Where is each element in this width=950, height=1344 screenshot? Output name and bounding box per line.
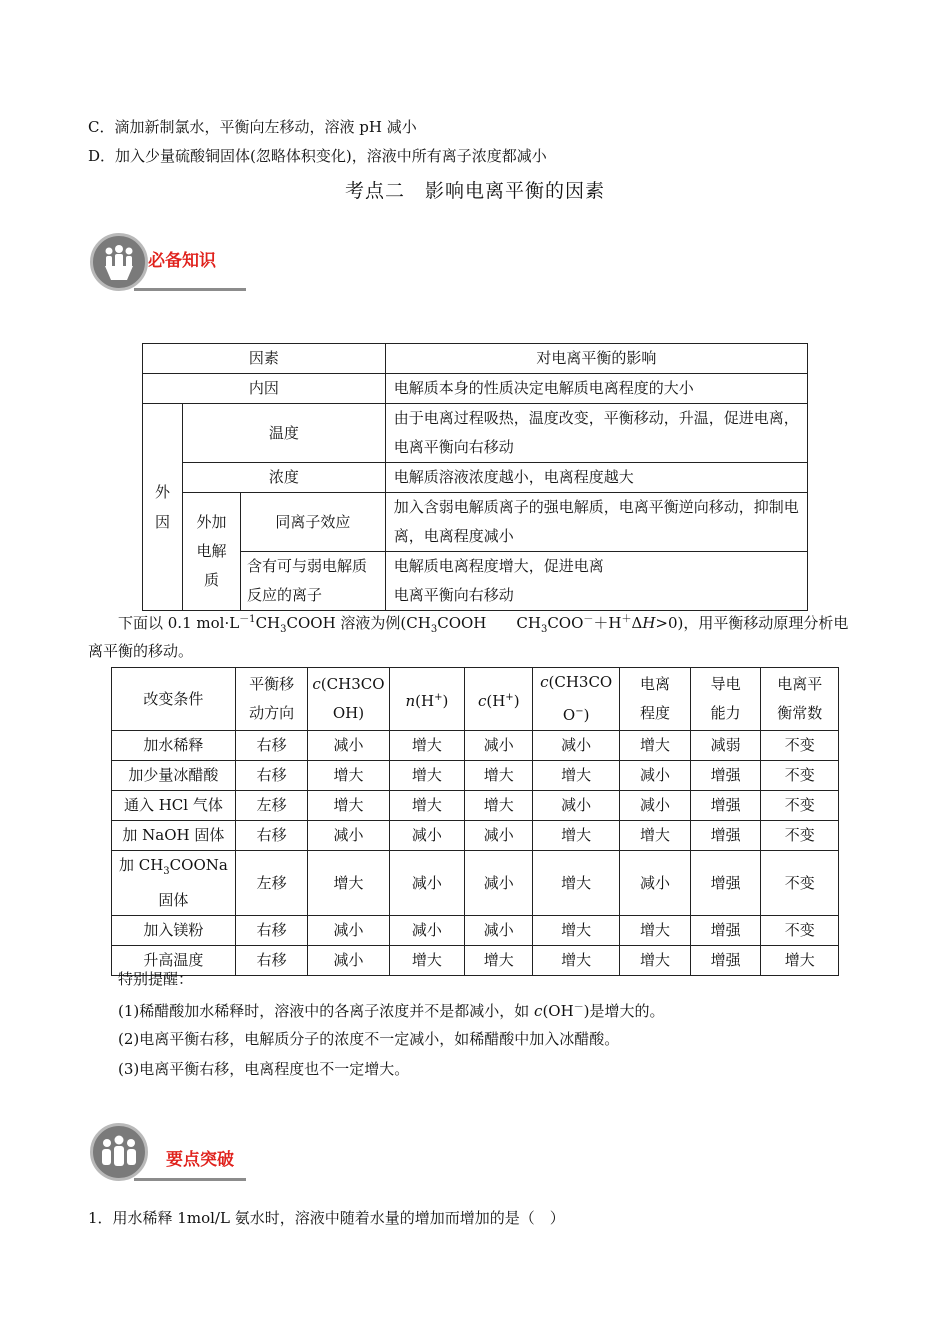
temperature-effect: 由于电离过程吸热，温度改变，平衡移动，升温，促进电离，电离平衡向右移动 xyxy=(385,404,807,463)
team-icon xyxy=(90,1123,148,1181)
row-cell: 不变 xyxy=(761,791,839,821)
row-cell: 右移 xyxy=(235,946,308,976)
row-cell: 减弱 xyxy=(690,731,761,761)
factor-reactive-ion: 含有可与弱电解质反应的离子 xyxy=(240,552,385,611)
notes-title: 特别提醒： xyxy=(118,970,194,988)
row-cell: 不变 xyxy=(761,916,839,946)
row-cell: 增强 xyxy=(690,821,761,851)
row-condition: 加 $CH_3COONa$ 固体 xyxy=(112,851,236,916)
row-cell: 左移 xyxy=(235,791,308,821)
note-2: (2)电离平衡右移，电解质分子的浓度不一定减小，如稀醋酸中加入冰醋酸。 xyxy=(118,1030,620,1048)
row-cell: 减小 xyxy=(465,821,533,851)
th-conductivity: 导电 能力 xyxy=(690,668,761,731)
table-row xyxy=(112,731,839,761)
row-cell: 增大 xyxy=(761,946,839,976)
option-c: C．滴加新制氯水，平衡向左移动，溶液 pH 减小 xyxy=(88,118,417,136)
table-row xyxy=(112,851,839,916)
internal-cause: 内因 xyxy=(143,374,386,404)
row-cell: 增大 xyxy=(620,821,691,851)
row-cell: 减小 xyxy=(620,791,691,821)
row-cell: 减小 xyxy=(308,946,389,976)
row-cell: 减小 xyxy=(533,791,620,821)
row-cell: 减小 xyxy=(308,731,389,761)
row-cell: 增大 xyxy=(620,731,691,761)
header-effect: 对电离平衡的影响 xyxy=(385,344,807,374)
row-cell: 不变 xyxy=(761,851,839,916)
external-cause: 外因 xyxy=(143,404,183,611)
row-cell: 右移 xyxy=(235,821,308,851)
badge-key-points-label: 要点突破 xyxy=(166,1150,234,1170)
row-cell: 增大 xyxy=(389,946,465,976)
question-1: 1．用水稀释 1mol/L 氨水时，溶液中随着水量的增加而增加的是（ ） xyxy=(88,1209,565,1227)
row-cell: 减小 xyxy=(389,821,465,851)
row-cell: 减小 xyxy=(308,916,389,946)
row-cell: 减小 xyxy=(389,916,465,946)
table-row xyxy=(112,761,839,791)
row-condition: 升高温度 xyxy=(112,946,236,976)
row-cell: 减小 xyxy=(465,916,533,946)
table-row xyxy=(112,821,839,851)
table-row xyxy=(112,791,839,821)
row-cell: 增强 xyxy=(690,946,761,976)
th-degree: 电离 程度 xyxy=(620,668,691,731)
row-cell: 增大 xyxy=(389,791,465,821)
row-cell: 增大 xyxy=(465,761,533,791)
th-c-h: c(H+) xyxy=(465,668,533,731)
row-condition: 加少量冰醋酸 xyxy=(112,761,236,791)
badge-knowledge-label: 必备知识 xyxy=(148,251,216,271)
row-cell: 减小 xyxy=(620,851,691,916)
row-condition: 通入 HCl 气体 xyxy=(112,791,236,821)
row-cell: 减小 xyxy=(389,851,465,916)
row-cell: 增强 xyxy=(690,916,761,946)
row-cell: 减小 xyxy=(465,851,533,916)
row-cell: 增大 xyxy=(308,851,389,916)
row-cell: 增强 xyxy=(690,761,761,791)
th-c-ch3coo: c(CH3CO O−) xyxy=(533,668,620,731)
factor-temperature: 温度 xyxy=(182,404,385,463)
common-ion-effect: 加入含弱电解质离子的强电解质，电离平衡逆向移动，抑制电离，电离程度减小 xyxy=(385,493,807,552)
row-condition: 加入镁粉 xyxy=(112,916,236,946)
section-title: 考点二 影响电离平衡的因素 xyxy=(344,180,605,202)
th-constant: 电离平 衡常数 xyxy=(761,668,839,731)
table-row xyxy=(112,946,839,976)
row-cell: 增大 xyxy=(533,761,620,791)
badge-knowledge xyxy=(90,233,250,299)
row-cell: 减小 xyxy=(308,821,389,851)
factor-concentration: 浓度 xyxy=(182,463,385,493)
concentration-effect: 电解质溶液浓度越小，电离程度越大 xyxy=(385,463,807,493)
row-cell: 减小 xyxy=(465,731,533,761)
factor-added-electrolyte: 外加电解质 xyxy=(182,493,240,611)
option-d: D．加入少量硫酸铜固体(忽略体积变化)，溶液中所有离子浓度都减小 xyxy=(88,147,547,165)
people-icon xyxy=(90,233,148,291)
th-direction: 平衡移 动方向 xyxy=(235,668,308,731)
row-cell: 不变 xyxy=(761,731,839,761)
intro-line-1: 下面以 0.1 $mol\cdot L^{-1}CH_3COOH$ 溶液为例($CH_3COOH$ $CH_3COO^-+H^+\Delta H>0$)，用平衡移动原理分析电 xyxy=(118,614,849,635)
table-row xyxy=(112,916,839,946)
row-cell: 增大 xyxy=(620,946,691,976)
row-cell: 增大 xyxy=(389,731,465,761)
row-cell: 增大 xyxy=(465,946,533,976)
row-cell: 减小 xyxy=(533,731,620,761)
row-condition: 加 NaOH 固体 xyxy=(112,821,236,851)
row-cell: 不变 xyxy=(761,761,839,791)
reactive-ion-effect: 电解质电离程度增大，促进电离 电离平衡向右移动 xyxy=(385,552,807,611)
th-c-ch3cooh: c(CH3CO OH) xyxy=(308,668,389,731)
th-n-h: n(H+) xyxy=(389,668,465,731)
factor-common-ion: 同离子效应 xyxy=(240,493,385,552)
row-cell: 增大 xyxy=(308,791,389,821)
row-condition: 加水稀释 xyxy=(112,731,236,761)
th-condition: 改变条件 xyxy=(112,668,236,731)
internal-effect: 电解质本身的性质决定电解质电离程度的大小 xyxy=(385,374,807,404)
badge-key-points xyxy=(90,1123,250,1189)
row-cell: 增大 xyxy=(533,916,620,946)
row-cell: 增大 xyxy=(533,851,620,916)
note-3: (3)电离平衡右移，电离程度也不一定增大。 xyxy=(118,1060,410,1078)
conditions-table xyxy=(111,667,839,976)
row-cell: 左移 xyxy=(235,851,308,916)
row-cell: 增大 xyxy=(389,761,465,791)
row-cell: 增强 xyxy=(690,851,761,916)
row-cell: 增大 xyxy=(620,916,691,946)
row-cell: 增大 xyxy=(308,761,389,791)
row-cell: 减小 xyxy=(620,761,691,791)
row-cell: 不变 xyxy=(761,821,839,851)
header-factor: 因素 xyxy=(143,344,386,374)
row-cell: 右移 xyxy=(235,761,308,791)
row-cell: 增大 xyxy=(465,791,533,821)
row-cell: 增大 xyxy=(533,821,620,851)
row-cell: 增强 xyxy=(690,791,761,821)
row-cell: 右移 xyxy=(235,916,308,946)
row-cell: 增大 xyxy=(533,946,620,976)
row-cell: 右移 xyxy=(235,731,308,761)
factors-table xyxy=(142,343,808,611)
note-1: (1)稀醋酸加水稀释时，溶液中的各离子浓度并不是都减小，如 c(OH－)是增大的。 xyxy=(118,1002,665,1020)
intro-line-2: 离平衡的移动。 xyxy=(88,642,194,660)
